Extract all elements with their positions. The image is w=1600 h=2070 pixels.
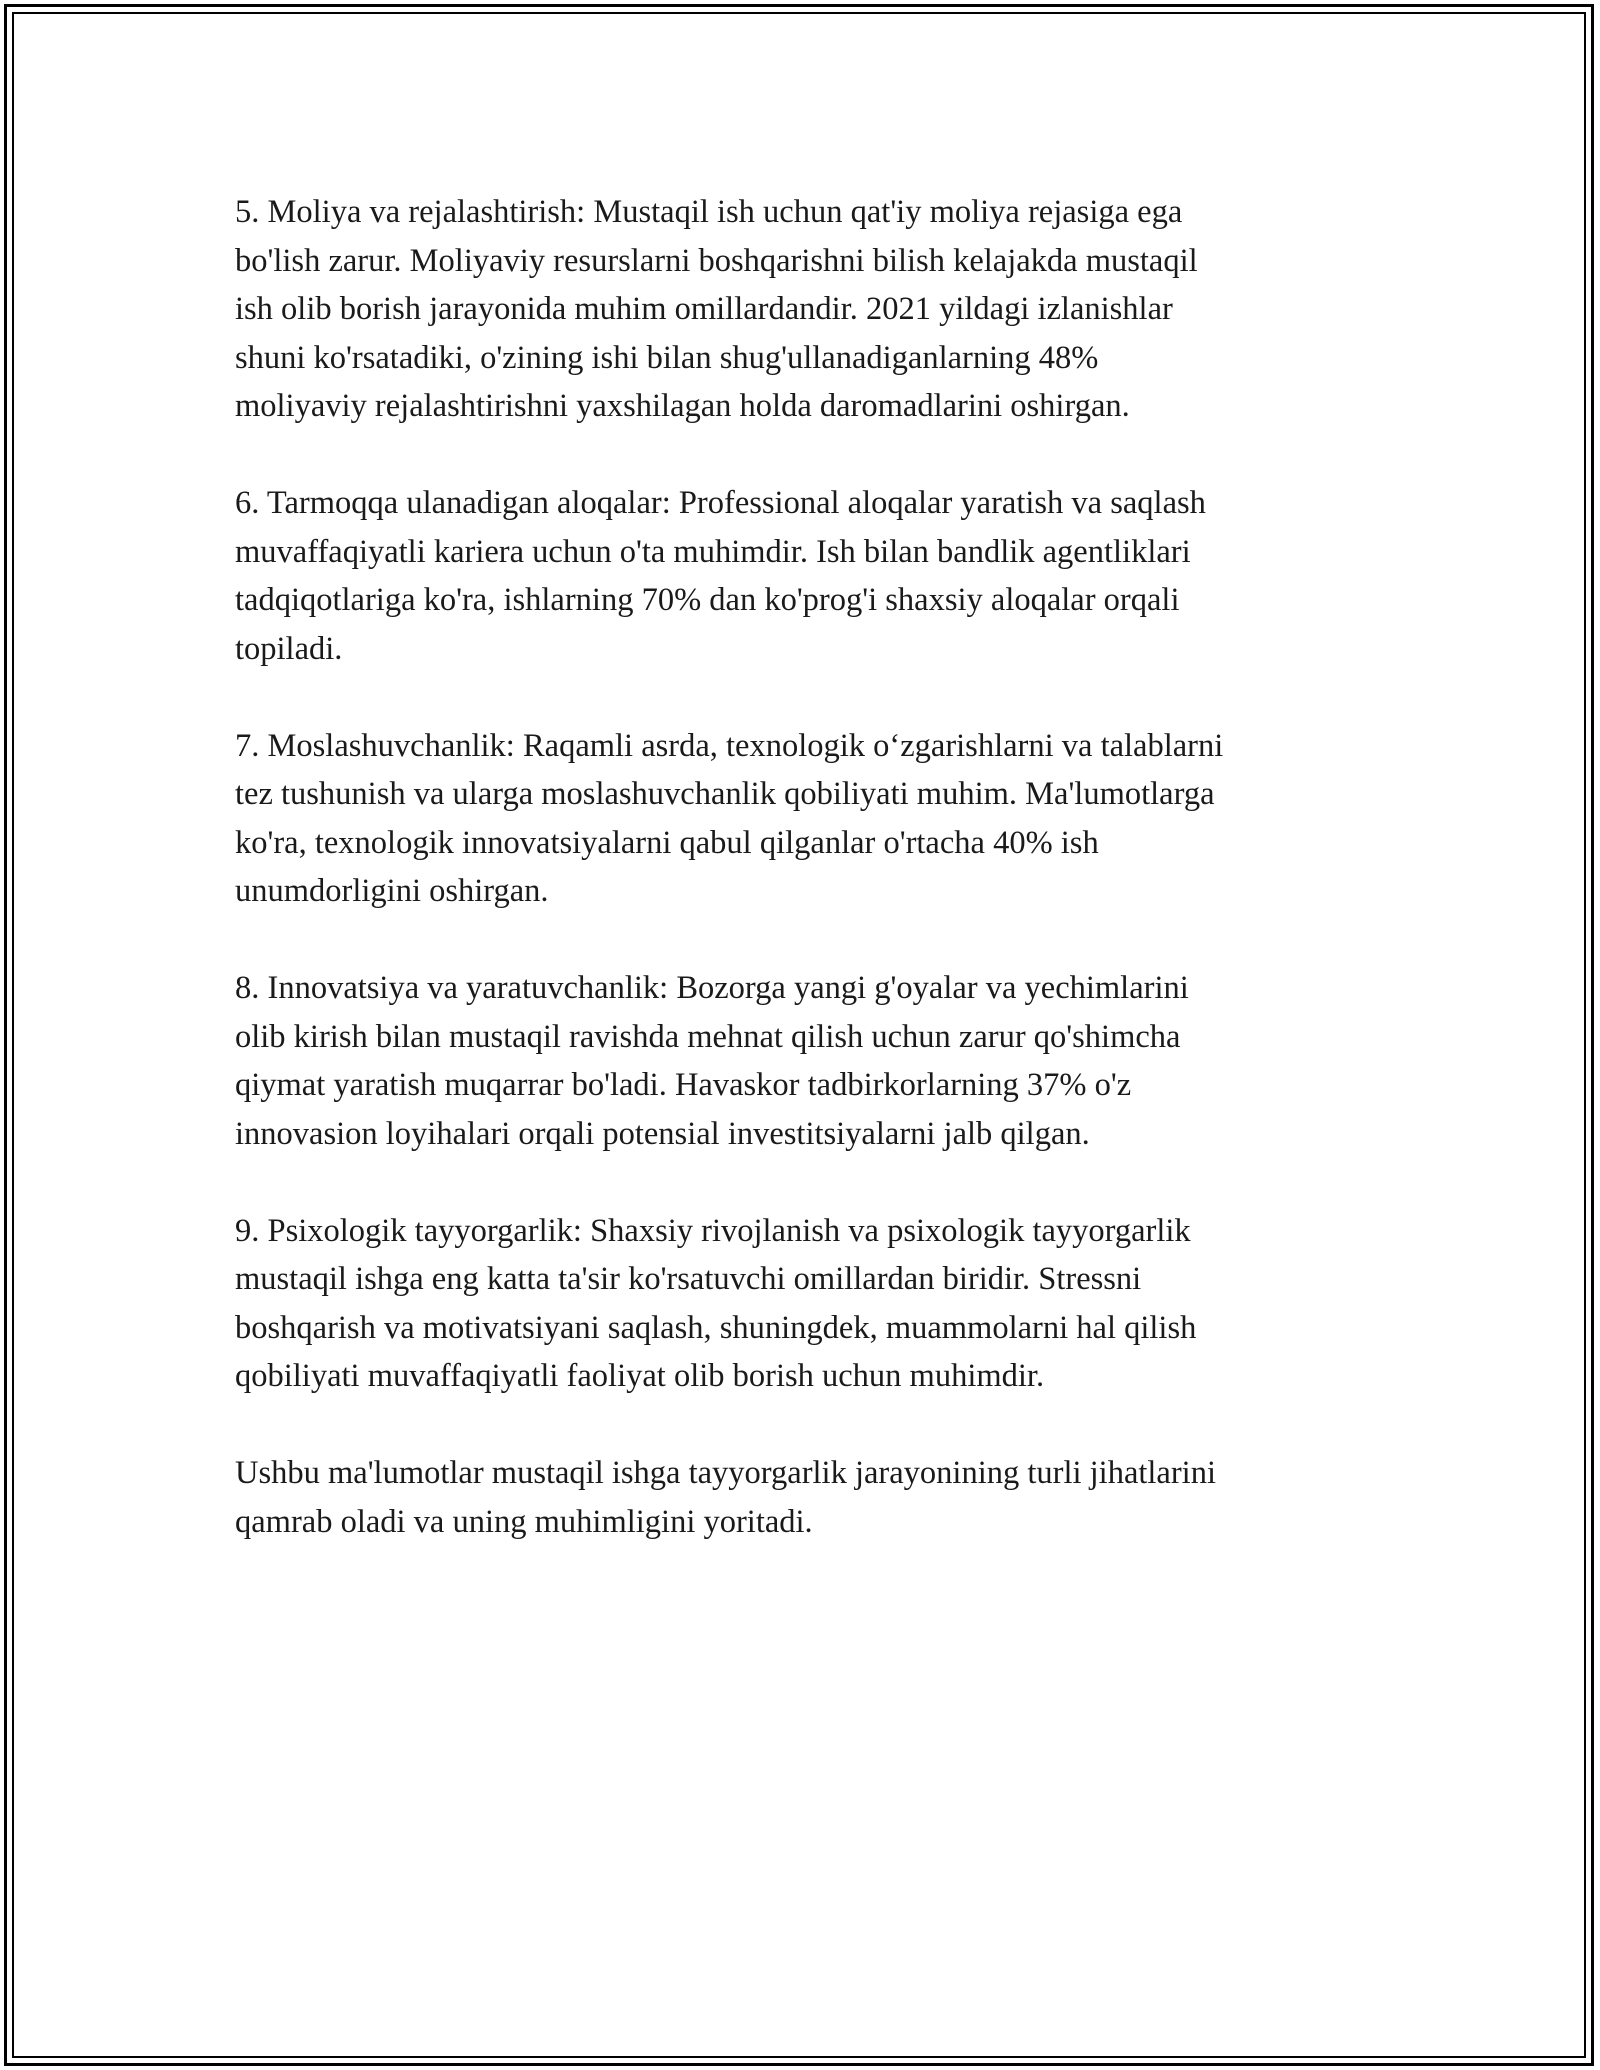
paragraph-finance-planning: 5. Moliya va rejalashtirish: Mustaqil ish uchun qat'iy moliya rejasiga ega bo'lish zarur. Moliyaviy resurslarni boshqarishni bilish kelajakda mustaqil ish olib borish jarayonida muhim omillardandir. 2021 yildagi izlanishlar shuni ko'rsatadiki, o'zining ishi bilan shug'ullanadiganlarning 48% moliyaviy rejalashtirishni yaxshilagan holda daromadlarini oshirgan. bbox=[235, 194, 1198, 424]
paragraph-psychological-readiness: 9. Psixologik tayyorgarlik: Shaxsiy rivojlanish va psixologik tayyorgarlik mustaqil ishga eng katta ta'sir ko'rsatuvchi omillardan biridir. Stressni boshqarish va motivatsiyani saqlash, shuningdek, muammolarni hal qilish qobiliyati muvaffaqiyatli faoliyat olib borish uchun muhimdir. bbox=[235, 1212, 1197, 1394]
paragraph-innovation: 8. Innovatsiya va yaratuvchanlik: Bozorga yangi g'oyalar va yechimlarini olib kirish bilan mustaqil ravishda mehnat qilish uchun zarur qo'shimcha qiymat yaratish muqarrar bo'ladi. Havaskor tadbirkorlarning 37% o'z innovasion loyihalari orqali potensial investitsiyalarni jalb qilgan. bbox=[235, 970, 1189, 1152]
paragraph-conclusion: Ushbu ma'lumotlar mustaqil ishga tayyorgarlik jarayonining turli jihatlarini qamrab oladi va uning muhimligini yoritadi. bbox=[235, 1455, 1216, 1540]
document-body bbox=[235, 188, 1375, 1595]
paragraph-networking: 6. Tarmoqqa ulanadigan aloqalar: Professional aloqalar yaratish va saqlash muvaffaqiyatli kariera uchun o'ta muhimdir. Ish bilan bandlik agentliklari tadqiqotlariga ko'ra, ishlarning 70% dan ko'prog'i shaxsiy aloqalar orqali topiladi. bbox=[235, 485, 1206, 667]
paragraph-adaptability: 7. Moslashuvchanlik: Raqamli asrda, texnologik o‘zgarishlarni va talablarni tez tushunish va ularga moslashuvchanlik qobiliyati muhim. Ma'lumotlarga ko'ra, texnologik innovatsiyalarni qabul qilganlar o'rtacha 40% ish unumdorligini oshirgan. bbox=[235, 727, 1224, 909]
